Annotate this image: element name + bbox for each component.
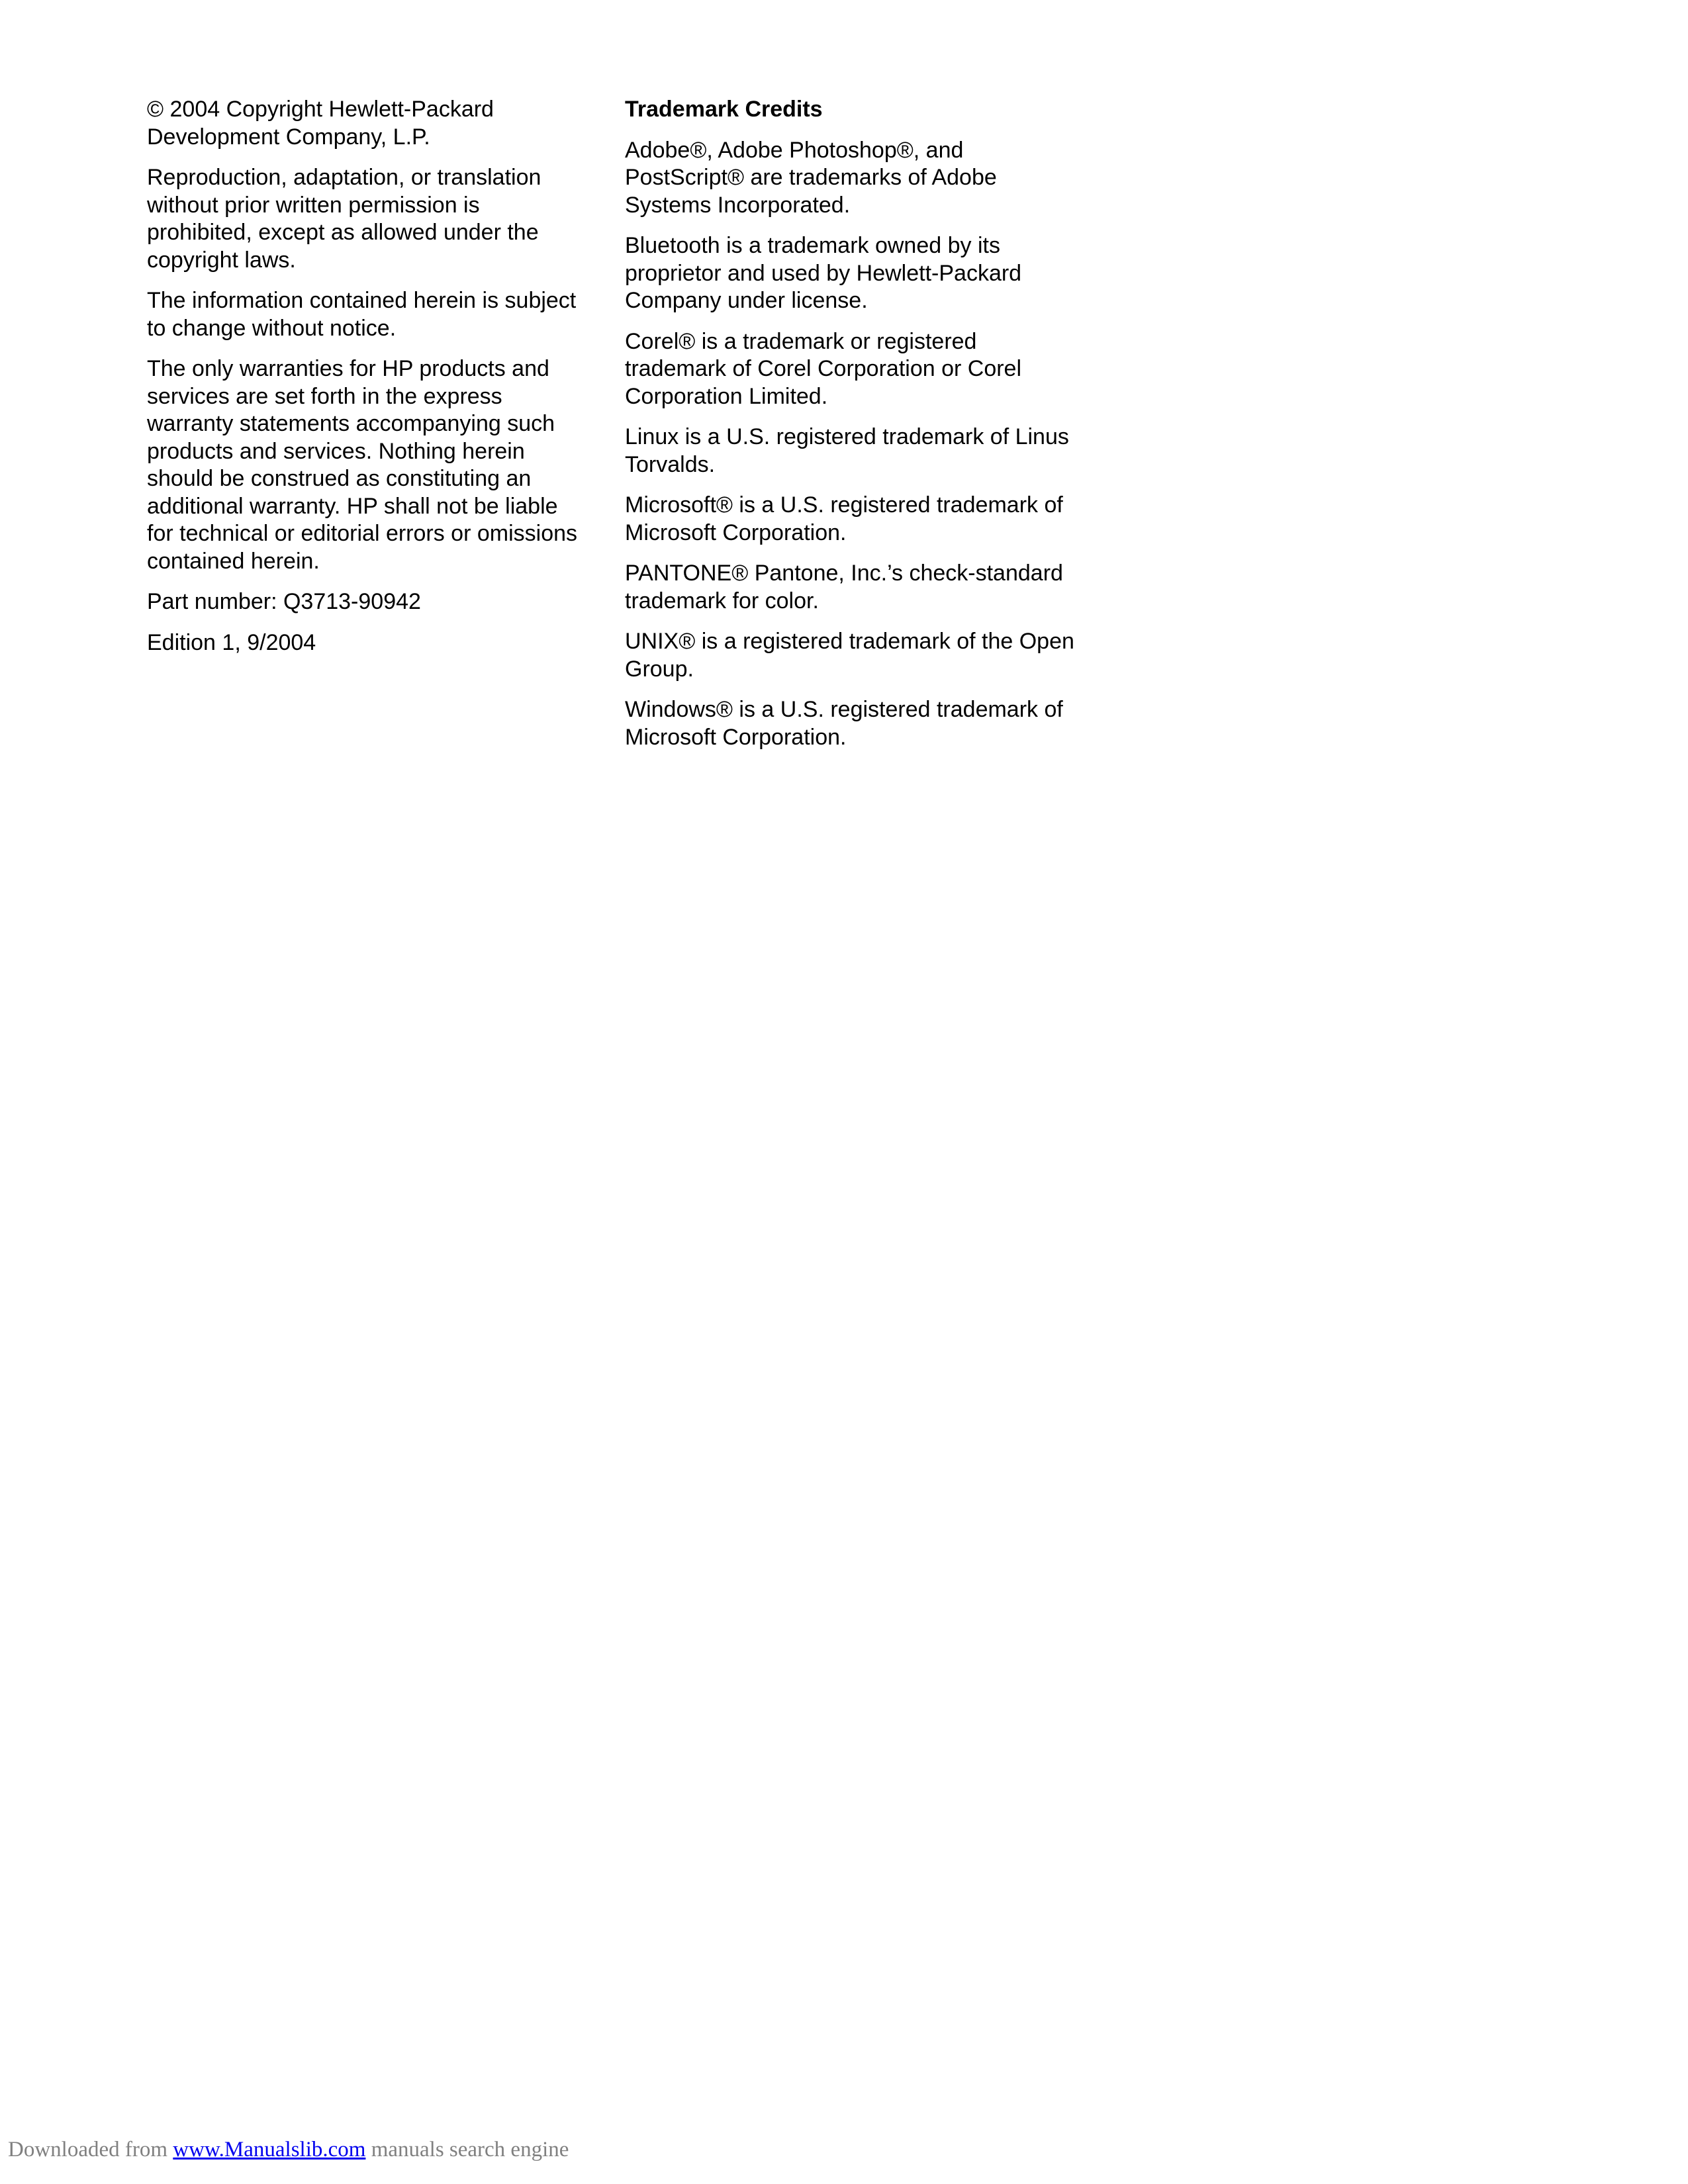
copyright-notice: © 2004 Copyright Hewlett-Packard Development Company, L.P. xyxy=(147,97,494,150)
trademark-windows: Windows® is a U.S. registered trademark of Microsoft Corporation. xyxy=(625,697,1063,750)
warranty-notice: The only warranties for HP products and services are set forth in the express warranty statements accompanying such products and services. Nothing herein should be construed as constituting an additional warranty. HP shall not be liable for technical or editorial errors or omissions contained herein. xyxy=(147,356,578,574)
trademark-heading: Trademark Credits xyxy=(625,97,823,122)
edition: Edition 1, 9/2004 xyxy=(147,629,316,655)
trademark-column xyxy=(625,96,1075,764)
trademark-unix: UNIX® is a registered trademark of the Open Group. xyxy=(625,629,1074,682)
footer-prefix: Downloaded from xyxy=(8,2138,168,2161)
download-footer xyxy=(8,2138,569,2162)
trademark-microsoft: Microsoft® is a U.S. registered trademark of Microsoft Corporation. xyxy=(625,492,1063,545)
trademark-pantone: PANTONE® Pantone, Inc.’s check-standard trademark for color. xyxy=(625,561,1063,614)
trademark-adobe: Adobe®, Adobe Photoshop®, and PostScript® are trademarks of Adobe Systems Incorporated. xyxy=(625,137,997,218)
trademark-linux: Linux is a U.S. registered trademark of Linus Torvalds. xyxy=(625,424,1069,477)
reproduction-notice: Reproduction, adaptation, or translation without prior written permission is prohibited, except as allowed under the copyright laws. xyxy=(147,165,541,273)
trademark-corel: Corel® is a trademark or registered trademark of Corel Corporation or Corel Corporation Limited. xyxy=(625,328,1022,409)
footer-suffix: manuals search engine xyxy=(371,2138,569,2161)
part-number: Part number: Q3713-90942 xyxy=(147,589,421,614)
trademark-bluetooth: Bluetooth is a trademark owned by its proprietor and used by Hewlett-Packard Company under license. xyxy=(625,233,1022,313)
manualslib-link[interactable]: www.Manualslib.com xyxy=(173,2138,366,2161)
change-notice: The information contained herein is subject to change without notice. xyxy=(147,288,577,341)
copyright-column xyxy=(147,96,584,670)
